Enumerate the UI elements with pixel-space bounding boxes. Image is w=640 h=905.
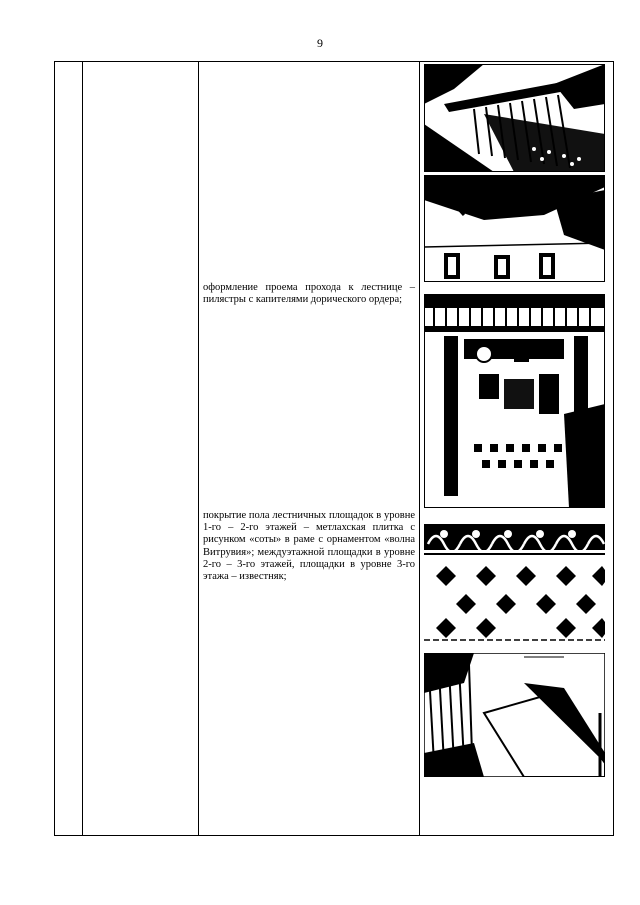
pilasters-passage-photo [424, 294, 605, 508]
column-divider [198, 62, 199, 835]
staircase-railing-photo [424, 64, 605, 172]
page-number: 9 [317, 36, 323, 50]
staircase-landing-photo [424, 653, 605, 777]
column-divider [419, 62, 420, 835]
tile-floor-ornament-photo [424, 520, 605, 644]
stairwell-ceiling-photo [424, 175, 605, 282]
column-divider [82, 62, 83, 835]
row-description-floor: покрытие пола лестничных площадок в уровне 1-го – 2-го этажей – метлахская плитка с рисунком «соты» в раме с орнаментом «волна Витрувия»; междуэтажной площадки в уровне 2-го – 3-го этажей, площадки в уровне 3-го этажа – известняк; [203, 510, 415, 583]
heritage-table [54, 61, 614, 836]
row-description-pilasters: оформление проема прохода к лестнице – пилястры с капителями дорического ордера; [203, 282, 415, 306]
